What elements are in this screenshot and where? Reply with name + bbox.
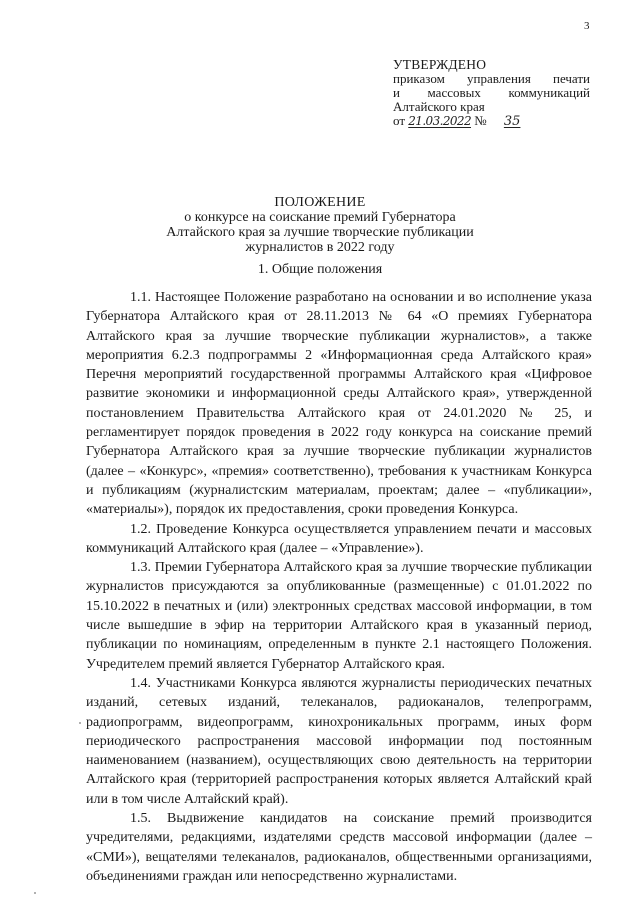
paragraph-1-3: 1.3. Премии Губернатора Алтайского края за лучшие творческие публикации журналистов присуждаются за опубликованные (размещенные) с 01.01.2022 по 15.10.2022 в печатных и (или) электронных средствах массовой информации, в том числе вышедшие в эфир на территории Алтайского края в указанный период, публикации по номинациям, определенным в пункте 2.1 настоящего Положения. Учредителем премий является Губернатор Алтайского края.	[86, 560, 592, 672]
paragraph-1-2: 1.2. Проведение Конкурса осуществляется управлением печати и массовых коммуникаций Алтайского края (далее – «Управление»).	[86, 521, 592, 556]
paragraph-1-1: 1.1. Настоящее Положение разработано на основании и во исполнение указа Губернатора Алтайского края от 28.11.2013 № 64 «О премиях Губернатора Алтайского края за лучшие творческие публикации журналистов», а также мероприятия 6.2.3 подпрограммы 2 «Информационная среда Алтайского края» Перечня мероприятий государственной программы Алтайского края «Цифровое развитие экономики и информационной среды Алтайского края», утвержденной постановлением Правительства Алтайского края от 24.01.2020 № 25, и регламентирует порядок проведения в 2022 году конкурса на соискание премий Губернатора Алтайского края за лучшие творческие публикации журналистов (далее – «Конкурс», «премия» соответственно), требования к участникам Конкурса и публикациям (журналистским материалам, проектам; далее – «публикации», «материалы»), порядок их предоставления, сроки проведения Конкурса.	[86, 290, 592, 518]
page-number: 3	[584, 20, 590, 32]
document-subtitle-line: Алтайского края за лучшие творческие публикации	[166, 225, 474, 240]
paragraph-1-5: 1.5. Выдвижение кандидатов на соискание премий производится учредителями, редакциями, издателями средств массовой информации (далее – «СМИ»), вещателями телеканалов, радиоканалов, общественными организациями, объединениями граждан или непосредственно журналистами.	[86, 811, 592, 884]
handwritten-number: 35	[503, 114, 521, 129]
approval-date-line	[393, 114, 590, 129]
document-title: ПОЛОЖЕНИЕ	[274, 195, 366, 210]
approval-line: и массовых коммуникаций	[393, 85, 590, 100]
approval-line: приказом управления печати	[393, 71, 590, 86]
date-prefix: от	[393, 113, 406, 128]
approval-line: Алтайского края	[393, 99, 485, 114]
document-subtitle-line: о конкурсе на соискание премий Губернатора	[184, 210, 456, 225]
number-label: №	[474, 113, 487, 128]
scan-speck	[34, 892, 36, 894]
document-body	[86, 288, 592, 886]
section-title: 1. Общие положения	[257, 262, 383, 277]
scan-speck	[79, 722, 81, 724]
handwritten-date: 21.03.2022	[408, 114, 471, 128]
approval-title: УТВЕРЖДЕНО	[393, 57, 487, 72]
document-heading	[0, 195, 640, 255]
approval-stamp	[393, 58, 590, 129]
document-subtitle-line: журналистов в 2022 году	[245, 240, 395, 255]
paragraph-1-4: 1.4. Участниками Конкурса являются журналисты периодических печатных изданий, сетевых изданий, телеканалов, радиоканалов, телепрограмм, радиопрограмм, видеопрограмм, кинохроникальных программ, иных форм периодического распространения массовой информации под постоянным наименованием (названием), осуществляющих свою деятельность на территории Алтайского края (территорией распространения которых является Алтайский край или в том числе Алтайский край).	[86, 675, 592, 807]
